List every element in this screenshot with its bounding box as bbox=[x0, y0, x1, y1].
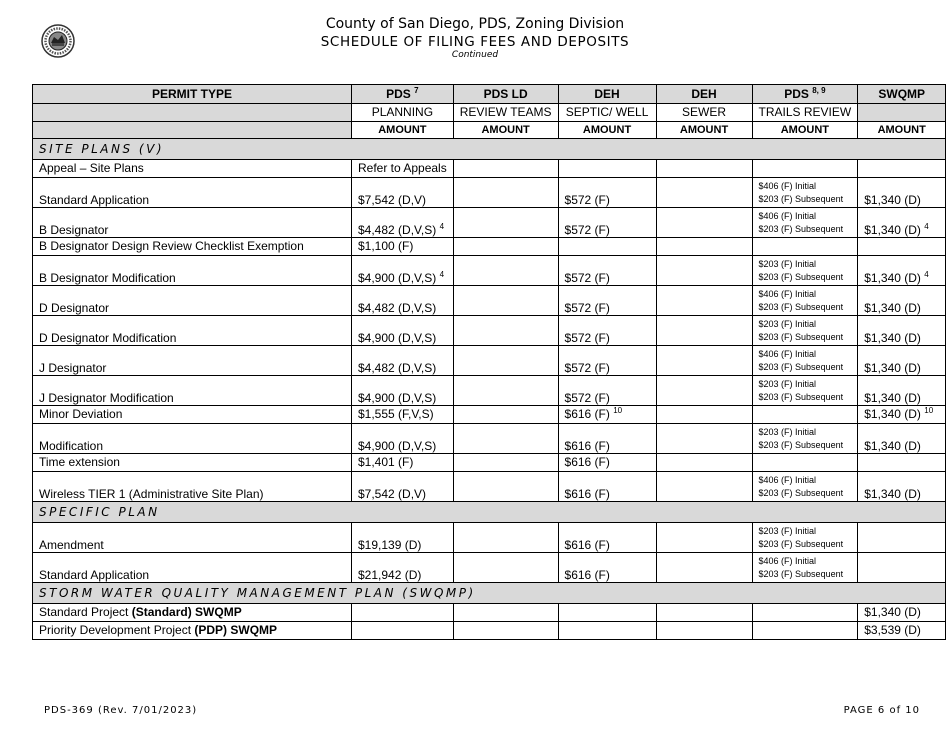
table-row bbox=[33, 523, 946, 553]
column-header-label: PDS LD bbox=[483, 86, 528, 101]
pds-planning-cell-value: $1,100 (F) bbox=[358, 239, 414, 253]
permit-type-name: Appeal – Site Plans bbox=[39, 161, 144, 175]
trails-fee-line: $203 (F) Subsequent bbox=[758, 391, 844, 402]
permit-type-cell bbox=[33, 160, 352, 178]
deh-septic-cell-value: $572 (F) bbox=[564, 301, 610, 315]
pds-planning-cell bbox=[352, 553, 454, 583]
deh-septic-cell bbox=[558, 523, 656, 553]
permit-type-name: Amendment bbox=[39, 538, 104, 552]
swqmp-cell-value: $1,340 (D) bbox=[864, 193, 921, 207]
trails-fee-line: $203 (F) Initial bbox=[758, 378, 817, 389]
swqmp-cell bbox=[858, 178, 946, 208]
header-county-title: County of San Diego, PDS, Zoning Division bbox=[325, 16, 625, 32]
table-row bbox=[33, 256, 946, 286]
table-row bbox=[33, 208, 946, 238]
table-row bbox=[33, 160, 946, 178]
column-header-label: DEH bbox=[691, 86, 717, 101]
table-row bbox=[33, 346, 946, 376]
trails-review-cell bbox=[752, 316, 858, 346]
trails-fee-line: $203 (F) Subsequent bbox=[758, 568, 844, 579]
table-subheader-row bbox=[33, 104, 946, 122]
deh-septic-cell-value: $572 (F) bbox=[564, 193, 610, 207]
table-row bbox=[33, 376, 946, 406]
deh-sewer-cell bbox=[656, 604, 752, 622]
pds-planning-cell bbox=[352, 454, 454, 472]
permit-type-cell bbox=[33, 178, 352, 208]
permit-type-name: D Designator Modification bbox=[39, 331, 177, 345]
deh-septic-cell-value: $616 (F) bbox=[564, 568, 610, 582]
pds-planning-cell bbox=[352, 406, 454, 424]
column-amount-label: AMOUNT bbox=[352, 122, 454, 139]
permit-type-name: Standard Project bbox=[39, 605, 132, 619]
pds-ld-cell bbox=[453, 208, 558, 238]
table-row bbox=[33, 622, 946, 640]
column-amount-label: AMOUNT bbox=[453, 122, 558, 139]
deh-sewer-cell bbox=[656, 178, 752, 208]
deh-sewer-cell bbox=[656, 256, 752, 286]
swqmp-cell bbox=[858, 424, 946, 454]
pds-planning-cell bbox=[352, 256, 454, 286]
pds-planning-cell-footnote: 4 bbox=[439, 222, 445, 231]
permit-type-cell bbox=[33, 256, 352, 286]
deh-septic-cell-value: $616 (F) bbox=[564, 455, 610, 469]
permit-type-cell bbox=[33, 523, 352, 553]
column-subheader: REVIEW TEAMS bbox=[453, 104, 558, 122]
permit-type-cell bbox=[33, 208, 352, 238]
trails-fee-line: $406 (F) Initial bbox=[758, 180, 817, 191]
permit-type-name: B Designator Design Review Checklist Exemption bbox=[39, 239, 304, 253]
deh-septic-cell bbox=[558, 424, 656, 454]
deh-septic-cell-value: $616 (F) bbox=[564, 538, 610, 552]
pds-planning-cell bbox=[352, 286, 454, 316]
pds-planning-cell bbox=[352, 424, 454, 454]
swqmp-cell bbox=[858, 316, 946, 346]
trails-fee-line: $406 (F) Initial bbox=[758, 288, 817, 299]
pds-ld-cell bbox=[453, 553, 558, 583]
column-amount-label: AMOUNT bbox=[858, 122, 946, 139]
column-header bbox=[558, 85, 656, 104]
trails-fee-line: $203 (F) Subsequent bbox=[758, 487, 844, 498]
trails-review-cell bbox=[752, 238, 858, 256]
column-amount-label: AMOUNT bbox=[752, 122, 858, 139]
permit-type-cell bbox=[33, 238, 352, 256]
deh-septic-cell-value: $572 (F) bbox=[564, 361, 610, 375]
trails-review-cell bbox=[752, 346, 858, 376]
column-header-label: PDS bbox=[386, 86, 411, 101]
table-row bbox=[33, 424, 946, 454]
deh-septic-cell bbox=[558, 604, 656, 622]
pds-planning-cell-value: $4,482 (D,V,S) bbox=[358, 301, 437, 315]
permit-type-cell bbox=[33, 454, 352, 472]
column-header-label: SWQMP bbox=[878, 86, 926, 101]
table-row bbox=[33, 178, 946, 208]
section-header-row bbox=[33, 139, 946, 160]
permit-type-name: Standard Application bbox=[39, 568, 150, 582]
permit-type-name-bold: (Standard) SWQMP bbox=[131, 605, 242, 619]
trails-fee-line: $203 (F) Subsequent bbox=[758, 331, 844, 342]
pds-ld-cell bbox=[453, 178, 558, 208]
permit-type-name: Time extension bbox=[39, 455, 120, 469]
pds-ld-cell bbox=[453, 238, 558, 256]
deh-septic-cell bbox=[558, 376, 656, 406]
deh-sewer-cell bbox=[656, 454, 752, 472]
deh-sewer-cell bbox=[656, 208, 752, 238]
pds-planning-cell-value: $4,900 (D,V,S) bbox=[358, 439, 437, 453]
swqmp-cell bbox=[858, 376, 946, 406]
deh-septic-cell-value: $572 (F) bbox=[564, 331, 610, 345]
column-header-footnote: 7 bbox=[414, 85, 419, 95]
pds-planning-cell-value: $1,555 (F,V,S) bbox=[358, 407, 434, 421]
swqmp-cell bbox=[858, 604, 946, 622]
permit-type-cell bbox=[33, 553, 352, 583]
column-header bbox=[656, 85, 752, 104]
pds-planning-cell bbox=[352, 376, 454, 406]
pds-planning-cell-value: $19,139 (D) bbox=[358, 538, 422, 552]
pds-planning-cell-value: $7,542 (D,V) bbox=[358, 193, 427, 207]
trails-fee-line: $203 (F) Subsequent bbox=[758, 361, 844, 372]
deh-sewer-cell bbox=[656, 346, 752, 376]
pds-planning-cell bbox=[352, 178, 454, 208]
deh-sewer-cell bbox=[656, 238, 752, 256]
permit-type-name: Minor Deviation bbox=[39, 407, 123, 421]
permit-type-name: J Designator bbox=[39, 361, 107, 375]
header-schedule-title: SCHEDULE OF FILING FEES AND DEPOSITS bbox=[320, 34, 630, 50]
trails-review-cell bbox=[752, 208, 858, 238]
permit-type-cell bbox=[33, 472, 352, 502]
table-header-row bbox=[33, 85, 946, 104]
swqmp-cell-value: $1,340 (D) bbox=[864, 331, 921, 345]
deh-sewer-cell bbox=[656, 424, 752, 454]
deh-septic-cell bbox=[558, 208, 656, 238]
pds-planning-cell-value: $4,482 (D,V,S) bbox=[358, 223, 437, 237]
deh-septic-cell bbox=[558, 346, 656, 376]
permit-type-name: B Designator Modification bbox=[39, 271, 176, 285]
deh-sewer-cell bbox=[656, 376, 752, 406]
deh-sewer-cell bbox=[656, 472, 752, 502]
swqmp-cell-value: $1,340 (D) bbox=[864, 605, 921, 619]
pds-ld-cell bbox=[453, 622, 558, 640]
pds-planning-cell-value: $21,942 (D) bbox=[358, 568, 422, 582]
pds-planning-cell-value: $4,482 (D,V,S) bbox=[358, 361, 437, 375]
column-header-label: PERMIT TYPE bbox=[151, 86, 232, 101]
pds-ld-cell bbox=[453, 376, 558, 406]
permit-type-name-bold: (PDP) SWQMP bbox=[194, 623, 278, 637]
trails-fee-line: $406 (F) Initial bbox=[758, 210, 817, 221]
column-header-label: DEH bbox=[594, 86, 620, 101]
pds-planning-cell bbox=[352, 316, 454, 346]
table-row bbox=[33, 406, 946, 424]
pds-ld-cell bbox=[453, 604, 558, 622]
deh-septic-cell-value: $572 (F) bbox=[564, 271, 610, 285]
trails-review-cell bbox=[752, 160, 858, 178]
section-title: STORM WATER QUALITY MANAGEMENT PLAN (SWQMP) bbox=[33, 583, 946, 604]
section-header-row bbox=[33, 583, 946, 604]
permit-type-name: Priority Development Project bbox=[39, 623, 195, 637]
swqmp-cell-value: $1,340 (D) bbox=[864, 223, 921, 237]
swqmp-cell-footnote: 4 bbox=[924, 222, 929, 231]
deh-septic-cell bbox=[558, 622, 656, 640]
deh-septic-cell-value: $572 (F) bbox=[564, 391, 610, 405]
trails-fee-line: $203 (F) Initial bbox=[758, 318, 817, 329]
column-subheader bbox=[858, 104, 946, 122]
table-row bbox=[33, 454, 946, 472]
swqmp-cell-value: $1,340 (D) bbox=[864, 301, 921, 315]
header-continued: Continued bbox=[451, 50, 499, 60]
deh-septic-cell bbox=[558, 178, 656, 208]
pds-planning-cell-value: $1,401 (F) bbox=[358, 455, 414, 469]
permit-type-cell bbox=[33, 604, 352, 622]
deh-septic-cell bbox=[558, 454, 656, 472]
swqmp-cell bbox=[858, 346, 946, 376]
permit-type-name: J Designator Modification bbox=[39, 391, 174, 405]
deh-sewer-cell bbox=[656, 316, 752, 346]
trails-review-cell bbox=[752, 424, 858, 454]
deh-septic-cell-value: $616 (F) bbox=[564, 487, 610, 501]
permit-type-name: Standard Application bbox=[39, 193, 150, 207]
swqmp-cell bbox=[858, 472, 946, 502]
trails-fee-line: $406 (F) Initial bbox=[758, 555, 817, 566]
pds-planning-cell bbox=[352, 472, 454, 502]
pds-planning-cell-footnote: 4 bbox=[439, 270, 445, 279]
deh-septic-cell bbox=[558, 160, 656, 178]
column-amount-label bbox=[33, 122, 352, 139]
trails-fee-line: $203 (F) Initial bbox=[758, 426, 817, 437]
pds-ld-cell bbox=[453, 346, 558, 376]
swqmp-cell-footnote: 10 bbox=[924, 406, 934, 415]
column-amount-label: AMOUNT bbox=[656, 122, 752, 139]
table-row bbox=[33, 316, 946, 346]
trails-fee-line: $203 (F) Subsequent bbox=[758, 193, 844, 204]
column-header bbox=[352, 85, 454, 104]
permit-type-name: D Designator bbox=[39, 301, 110, 315]
pds-ld-cell bbox=[453, 286, 558, 316]
deh-septic-cell bbox=[558, 472, 656, 502]
deh-septic-cell bbox=[558, 406, 656, 424]
trails-review-cell bbox=[752, 178, 858, 208]
pds-planning-cell-value: $7,542 (D,V) bbox=[358, 487, 427, 501]
swqmp-cell-value: $1,340 (D) bbox=[864, 271, 921, 285]
trails-review-cell bbox=[752, 286, 858, 316]
permit-type-cell bbox=[33, 346, 352, 376]
permit-type-name: B Designator bbox=[39, 223, 109, 237]
column-subheader: SEWER bbox=[656, 104, 752, 122]
swqmp-cell bbox=[858, 238, 946, 256]
pds-ld-cell bbox=[453, 424, 558, 454]
deh-sewer-cell bbox=[656, 523, 752, 553]
swqmp-cell bbox=[858, 406, 946, 424]
swqmp-cell bbox=[858, 160, 946, 178]
pds-planning-cell-value: $4,900 (D,V,S) bbox=[358, 331, 437, 345]
pds-planning-cell bbox=[352, 160, 454, 178]
swqmp-cell bbox=[858, 208, 946, 238]
trails-fee-line: $203 (F) Subsequent bbox=[758, 538, 844, 549]
deh-septic-cell-value: $616 (F) bbox=[564, 407, 610, 421]
trails-fee-line: $203 (F) Initial bbox=[758, 258, 817, 269]
permit-type-name: Wireless TIER 1 (Administrative Site Plan) bbox=[39, 487, 264, 501]
trails-fee-line: $203 (F) Subsequent bbox=[758, 301, 844, 312]
pds-ld-cell bbox=[453, 523, 558, 553]
pds-ld-cell bbox=[453, 454, 558, 472]
swqmp-cell-value: $1,340 (D) bbox=[864, 487, 921, 501]
deh-septic-cell-footnote: 10 bbox=[613, 406, 623, 415]
pds-ld-cell bbox=[453, 406, 558, 424]
pds-planning-cell-value: Refer to Appeals bbox=[358, 161, 447, 175]
trails-review-cell bbox=[752, 622, 858, 640]
column-header-label: PDS bbox=[784, 86, 809, 101]
trails-review-cell bbox=[752, 472, 858, 502]
trails-review-cell bbox=[752, 256, 858, 286]
section-title: SITE PLANS (V) bbox=[33, 139, 946, 160]
pds-planning-cell-value: $4,900 (D,V,S) bbox=[358, 271, 437, 285]
pds-ld-cell bbox=[453, 316, 558, 346]
trails-review-cell bbox=[752, 523, 858, 553]
pds-planning-cell bbox=[352, 208, 454, 238]
deh-sewer-cell bbox=[656, 286, 752, 316]
deh-sewer-cell bbox=[656, 160, 752, 178]
column-amount-label: AMOUNT bbox=[558, 122, 656, 139]
deh-septic-cell bbox=[558, 238, 656, 256]
footer-page-number: PAGE 6 of 10 bbox=[843, 705, 920, 716]
pds-planning-cell bbox=[352, 604, 454, 622]
pds-ld-cell bbox=[453, 472, 558, 502]
swqmp-cell bbox=[858, 286, 946, 316]
trails-fee-line: $203 (F) Subsequent bbox=[758, 439, 844, 450]
permit-type-cell bbox=[33, 316, 352, 346]
pds-planning-cell-value: $4,900 (D,V,S) bbox=[358, 391, 437, 405]
table-row bbox=[33, 238, 946, 256]
pds-planning-cell bbox=[352, 523, 454, 553]
swqmp-cell-value: $3,539 (D) bbox=[864, 623, 921, 637]
table-row bbox=[33, 553, 946, 583]
pds-planning-cell bbox=[352, 238, 454, 256]
deh-sewer-cell bbox=[656, 553, 752, 583]
permit-type-cell bbox=[33, 376, 352, 406]
table-row bbox=[33, 472, 946, 502]
fee-schedule-table bbox=[32, 84, 946, 640]
deh-septic-cell-value: $572 (F) bbox=[564, 223, 610, 237]
column-header-footnote: 8, 9 bbox=[812, 85, 826, 95]
swqmp-cell bbox=[858, 553, 946, 583]
swqmp-cell-value: $1,340 (D) bbox=[864, 361, 921, 375]
column-header bbox=[858, 85, 946, 104]
column-header bbox=[33, 85, 352, 104]
permit-type-cell bbox=[33, 286, 352, 316]
pds-ld-cell bbox=[453, 256, 558, 286]
deh-septic-cell bbox=[558, 286, 656, 316]
permit-type-cell bbox=[33, 424, 352, 454]
trails-review-cell bbox=[752, 553, 858, 583]
trails-review-cell bbox=[752, 406, 858, 424]
deh-sewer-cell bbox=[656, 406, 752, 424]
permit-type-cell bbox=[33, 406, 352, 424]
swqmp-cell bbox=[858, 523, 946, 553]
deh-septic-cell bbox=[558, 256, 656, 286]
pds-ld-cell bbox=[453, 160, 558, 178]
trails-fee-line: $406 (F) Initial bbox=[758, 474, 817, 485]
footer-form-id: PDS-369 (Rev. 7/01/2023) bbox=[44, 705, 198, 716]
swqmp-cell bbox=[858, 454, 946, 472]
trails-review-cell bbox=[752, 604, 858, 622]
trails-fee-line: $203 (F) Subsequent bbox=[758, 223, 844, 234]
swqmp-cell bbox=[858, 256, 946, 286]
trails-fee-line: $406 (F) Initial bbox=[758, 348, 817, 359]
section-title: SPECIFIC PLAN bbox=[33, 502, 946, 523]
table-row bbox=[33, 286, 946, 316]
table-amount-row bbox=[33, 122, 946, 139]
deh-sewer-cell bbox=[656, 622, 752, 640]
swqmp-cell bbox=[858, 622, 946, 640]
table-row bbox=[33, 604, 946, 622]
pds-planning-cell bbox=[352, 346, 454, 376]
section-header-row bbox=[33, 502, 946, 523]
trails-review-cell bbox=[752, 376, 858, 406]
permit-type-name: Modification bbox=[39, 439, 104, 453]
pds-planning-cell bbox=[352, 622, 454, 640]
column-header bbox=[752, 85, 858, 104]
column-subheader bbox=[33, 104, 352, 122]
column-subheader: PLANNING bbox=[352, 104, 454, 122]
column-subheader: SEPTIC/ WELL bbox=[558, 104, 656, 122]
swqmp-cell-value: $1,340 (D) bbox=[864, 407, 921, 421]
swqmp-cell-value: $1,340 (D) bbox=[864, 439, 921, 453]
deh-septic-cell bbox=[558, 553, 656, 583]
column-header bbox=[453, 85, 558, 104]
swqmp-cell-footnote: 4 bbox=[924, 270, 929, 279]
trails-fee-line: $203 (F) Subsequent bbox=[758, 271, 844, 282]
swqmp-cell-value: $1,340 (D) bbox=[864, 391, 921, 405]
column-subheader: TRAILS REVIEW bbox=[752, 104, 858, 122]
trails-review-cell bbox=[752, 454, 858, 472]
deh-septic-cell bbox=[558, 316, 656, 346]
trails-fee-line: $203 (F) Initial bbox=[758, 525, 817, 536]
permit-type-cell bbox=[33, 622, 352, 640]
deh-septic-cell-value: $616 (F) bbox=[564, 439, 610, 453]
